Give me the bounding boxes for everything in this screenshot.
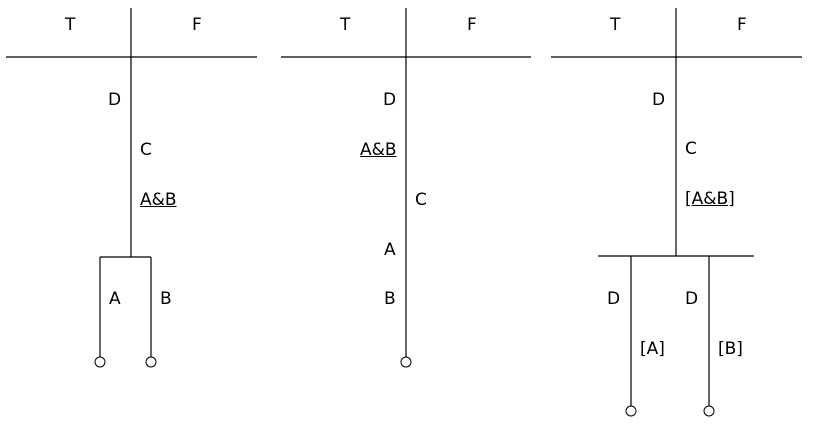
t1-open-branch-right — [146, 357, 156, 367]
t1-node-c: C — [140, 140, 152, 160]
t2-open-branch — [401, 357, 411, 367]
t3-left-node-a: [A] — [640, 339, 665, 359]
t2-node-d: D — [383, 90, 397, 110]
t3-true-header: T — [610, 15, 621, 35]
t2-node-c: C — [415, 190, 427, 210]
t3-right-node-d: D — [685, 289, 699, 309]
t2-false-header: F — [467, 15, 477, 35]
t2-true-header: T — [340, 15, 351, 35]
t3-node-ab: [A&B] — [685, 189, 735, 209]
t1-node-ab: A&B — [140, 190, 177, 210]
t3-node-c: C — [685, 139, 697, 159]
t1-node-d: D — [108, 90, 122, 110]
t3-node-d: D — [652, 90, 666, 110]
t1-false-header: F — [192, 15, 202, 35]
t1-branch-left-label: A — [109, 289, 121, 309]
t3-right-node-b: [B] — [718, 339, 743, 359]
t2-node-b: B — [384, 289, 396, 309]
t1-true-header: T — [65, 15, 76, 35]
t1-branch-right-label: B — [160, 289, 172, 309]
t3-left-node-d: D — [607, 289, 621, 309]
t3-open-branch-right — [704, 406, 714, 416]
t3-false-header: F — [737, 15, 747, 35]
t3-open-branch-left — [626, 406, 636, 416]
t1-open-branch-left — [95, 357, 105, 367]
t2-node-a: A — [384, 240, 396, 260]
t2-node-ab: A&B — [360, 140, 397, 160]
